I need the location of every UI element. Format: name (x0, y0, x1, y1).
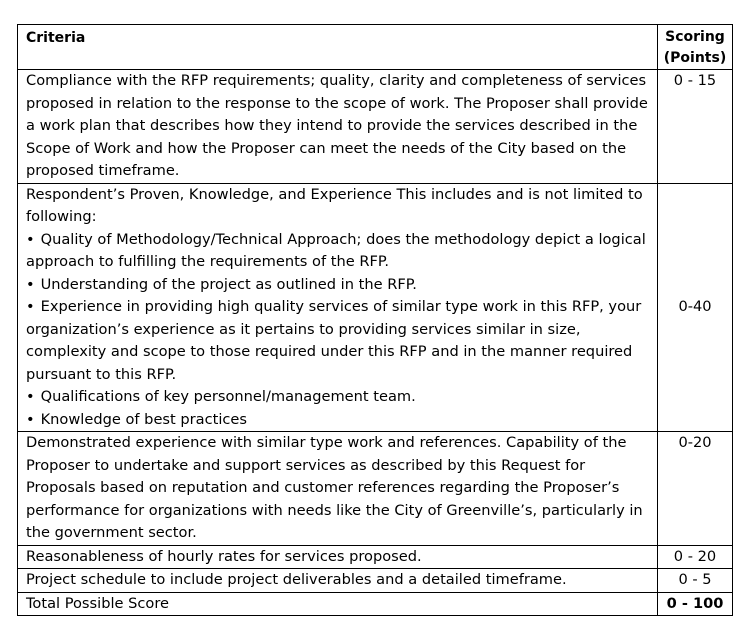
table-row (18, 70, 733, 184)
scoring-criteria-table (17, 24, 733, 616)
list-item: • Qualifications of key personnel/management team. (26, 386, 653, 409)
total-row (18, 592, 733, 616)
table-row (18, 432, 733, 546)
score-cell: 0-20 (658, 432, 733, 546)
criteria-cell: Demonstrated experience with similar type work and references. Capability of the Proposer to undertake and support services as described by this Request for Proposals based on reputation and customer references regarding the Proposer’s performance for organizations with needs like the City of Greenville’s, particularly in the government sector. (18, 432, 658, 546)
list-item: • Experience in providing high quality services of similar type work in this RFP, your organization’s experience as it pertains to providing services similar in size, complexity and scope to those required under this RFP and in the manner required pursuant to this RFP. (26, 296, 653, 386)
score-cell: 0 - 5 (658, 569, 733, 593)
criteria-intro: Respondent’s Proven, Knowledge, and Experience This includes and is not limited to following: (26, 185, 643, 225)
table-row (18, 545, 733, 569)
criteria-cell: Project schedule to include project deliverables and a detailed timeframe. (18, 569, 658, 593)
table-row (18, 569, 733, 593)
score-cell: 0 - 20 (658, 545, 733, 569)
criteria-cell: Compliance with the RFP requirements; quality, clarity and completeness of services proposed in relation to the response to the scope of work. The Proposer shall provide a work plan that describes how they intend to provide the services described in the Scope of Work and how the Proposer can meet the needs of the City based on the proposed timeframe. (18, 70, 658, 184)
scoring-header-line1: Scoring (665, 29, 725, 45)
header-row (18, 25, 733, 70)
scoring-header-line2: (Points) (663, 50, 727, 66)
criteria-cell (18, 183, 658, 432)
criteria-cell: Reasonableness of hourly rates for services proposed. (18, 545, 658, 569)
score-cell: 0-40 (658, 183, 733, 432)
list-item: • Understanding of the project as outlined in the RFP. (26, 274, 653, 297)
total-label: Total Possible Score (18, 592, 658, 616)
scoring-header (658, 25, 733, 70)
total-score: 0 - 100 (658, 592, 733, 616)
list-item: • Knowledge of best practices (26, 409, 653, 432)
score-cell: 0 - 15 (658, 70, 733, 184)
table-row (18, 183, 733, 432)
list-item: • Quality of Methodology/Technical Approach; does the methodology depict a logical approach to fulfilling the requirements of the RFP. (26, 229, 653, 274)
criteria-header: Criteria (18, 25, 658, 70)
